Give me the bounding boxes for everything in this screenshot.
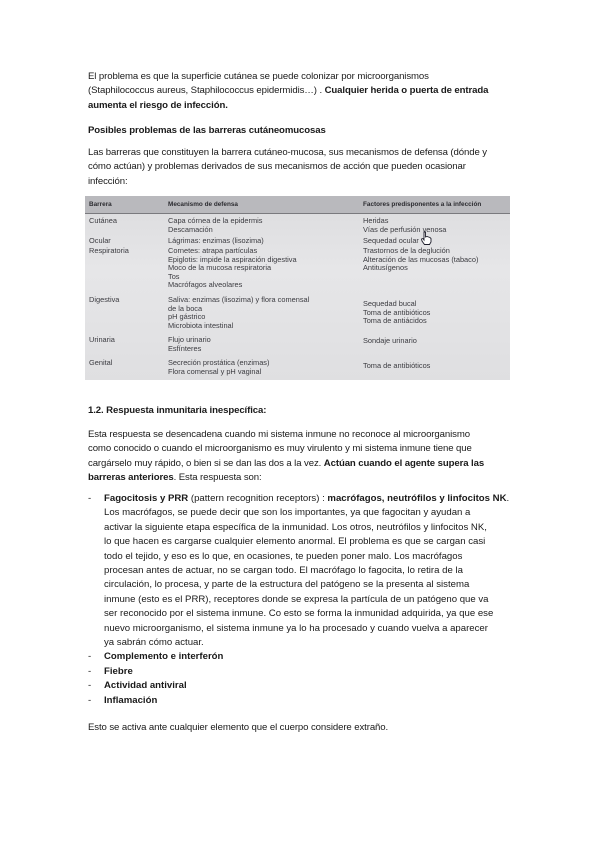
hand-cursor-icon — [420, 231, 432, 245]
section1-title: Posibles problemas de las barreras cutáneomucosas — [88, 125, 326, 136]
table-cell-barrier: Ocular — [89, 236, 111, 245]
section2-title: 1.2. Respuesta inmunitaria inespecífica: — [88, 405, 267, 416]
defense-barriers-table-image — [85, 196, 510, 380]
intro-paragraph — [88, 70, 516, 113]
list-item: - Complemento e interferón — [88, 651, 224, 663]
table-cell-barrier: Urinaria — [89, 335, 115, 344]
table-cell-mechanism: Cornetes: atrapa partículas Epiglotis: impide la aspiración digestiva Moco de la mucosa respiratoria Tos Macrófagos alveolares — [168, 246, 297, 290]
intro-bold-2: aumenta el riesgo de infección. — [88, 99, 228, 111]
table-cell-barrier: Digestiva — [89, 295, 120, 304]
table-cell-factors: Trastornos de la deglución Alteración de las mucosas (tabaco) Antitusígenos — [363, 246, 479, 273]
list-item: - Fagocitosis y PRR (pattern recognition receptors) : macrófagos, neutrófilos y linfocitos NK. Los macrófagos, se puede decir que son los importantes, ya que fagocitan y ayudan a activar la siguiente etapa específica de la inmunidad. Los otros, neutrófilos y linfocitos NK, lo que hacen es cargarse cualquier elemento anormal. El problema es que se cargan casi todo el tejido, y eso es lo que, en ocasiones, te pueden poner malo. Los macrófagos procesan antes de actuar, no se cargan todo. El macrófago lo fagocita, lo retira de la circulación, lo procesa, y parte de la estructura del patógeno se la presenta al sistema inmune (esto es el PRR), receptores donde se expresa la partícula de un patógeno que va ser reconocido por el sistema inmune. Co esto se forma la inmunidad adquirida, ya que ese nuevo microorganismo, el sistema inmune ya lo ha procesado y cuando vuelva a aparecer ya sabrán cómo actuar. — [88, 493, 510, 649]
intro-line-2: (Staphilococcus aureus, Staphilococcus epidermidis…) . — [88, 85, 325, 97]
table-cell-barrier: Genital — [89, 358, 113, 367]
table-header-barrier: Barrera — [89, 201, 112, 208]
table-header-divider — [85, 213, 510, 214]
closing-paragraph: Esto se activa ante cualquier elemento que el cuerpo considere extraño. — [88, 722, 389, 733]
section1-paragraph: Las barreras que constituyen la barrera cutáneo-mucosa, sus mecanismos de defensa (dónde y cómo actúan) y problemas derivados de sus mecanismos de acción que pueden ocasionar infección: — [88, 147, 487, 187]
table-header-factors: Factores predisponentes a la infección — [363, 201, 482, 208]
table-cell-mechanism: Saliva: enzimas (lisozima) y flora comensal de la boca pH gástrico Microbiota intestinal — [168, 295, 310, 330]
table-cell-factors: Toma de antibióticos — [363, 361, 431, 370]
table-header-mechanism: Mecanismo de defensa — [168, 201, 238, 208]
table-cell-factors: Sequedad bucal Toma de antibióticos Toma de antiácidos — [363, 299, 431, 326]
response-list — [88, 492, 528, 708]
table-cell-factors: Sequedad ocular — [363, 236, 419, 245]
table-cell-mechanism: Secreción prostática (enzimas) Flora comensal y pH vaginal — [168, 358, 270, 376]
table-cell-mechanism: Capa córnea de la epidermis Descamación — [168, 216, 263, 234]
table-cell-factors: Heridas Vías de perfusión venosa — [363, 216, 447, 234]
section2-paragraph: Esta respuesta se desencadena cuando mi sistema inmune no reconoce al microorganismo como conocido o cuando el microorganismo es muy virulento y mi sistema inmune tiene que cargárselo muy rápido, o bien si se dan las dos a la vez. Actúan cuando el agente supera las barreras anteriores. Esta respuesta son: — [88, 429, 485, 484]
list-item: - Inflamación — [88, 694, 158, 706]
table-cell-mechanism: Flujo urinario Esfínteres — [168, 335, 211, 353]
table-cell-factors: Sondaje urinario — [363, 336, 417, 345]
table-cell-mechanism: Lágrimas: enzimas (lisozima) — [168, 236, 264, 245]
list-item: - Actividad antiviral — [88, 680, 187, 692]
table-cell-barrier: Respiratoria — [89, 246, 129, 255]
intro-bold-1: Cualquier herida o puerta de entrada — [324, 85, 489, 97]
list-item: - Fiebre — [88, 665, 133, 677]
intro-line-1: El problema es que la superficie cutánea se puede colonizar por microorganismos — [88, 71, 429, 82]
table-cell-barrier: Cutánea — [89, 216, 117, 225]
